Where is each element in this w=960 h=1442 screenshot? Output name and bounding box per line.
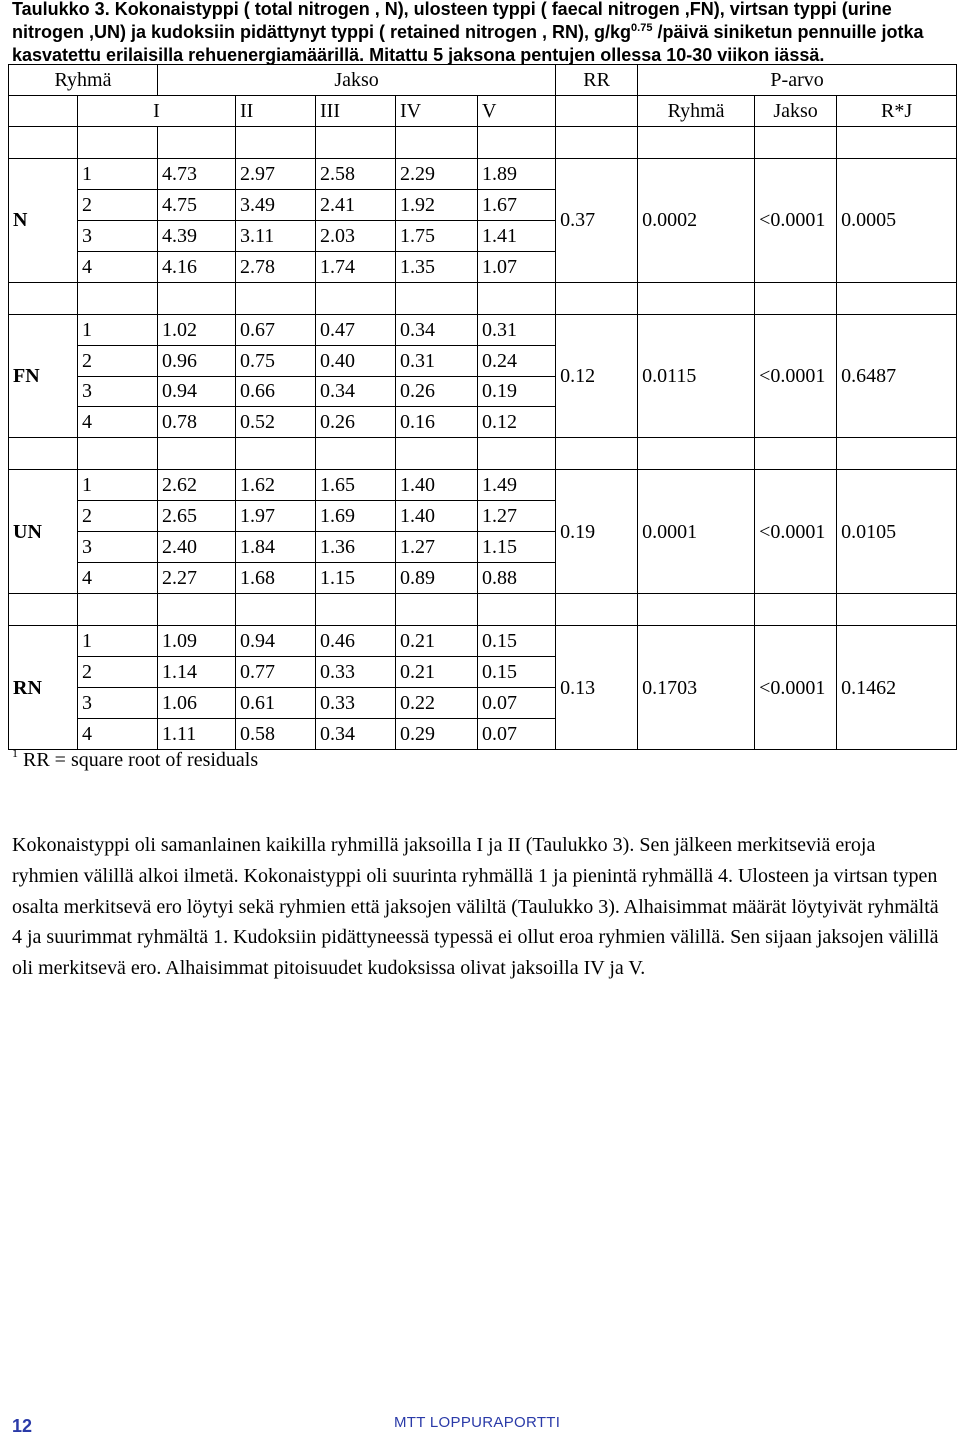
period-value: 1.11 bbox=[158, 718, 236, 749]
period-value: 0.88 bbox=[478, 563, 556, 594]
group-number: 2 bbox=[78, 345, 158, 376]
period-value: 0.07 bbox=[478, 718, 556, 749]
empty-cell bbox=[9, 594, 78, 626]
period-value: 0.24 bbox=[478, 345, 556, 376]
empty-cell bbox=[158, 282, 236, 314]
empty-cell bbox=[638, 594, 755, 626]
period-value: 1.69 bbox=[316, 501, 396, 532]
period-value: 1.49 bbox=[478, 470, 556, 501]
empty-cell bbox=[316, 438, 396, 470]
spacer-row bbox=[9, 438, 957, 470]
empty-cell bbox=[9, 282, 78, 314]
empty-cell bbox=[9, 126, 78, 158]
empty-cell bbox=[837, 282, 957, 314]
group-number: 3 bbox=[78, 376, 158, 407]
rr-value: 0.12 bbox=[556, 314, 638, 438]
empty-cell bbox=[236, 438, 316, 470]
table-caption bbox=[12, 0, 956, 67]
section-label: RN bbox=[9, 626, 78, 750]
section-label: FN bbox=[9, 314, 78, 438]
period-value: 4.16 bbox=[158, 251, 236, 282]
group-number: 3 bbox=[78, 688, 158, 719]
period-value: 2.41 bbox=[316, 189, 396, 220]
period-value: 0.47 bbox=[316, 314, 396, 345]
group-number: 4 bbox=[78, 407, 158, 438]
empty-cell bbox=[638, 282, 755, 314]
header-p-value: P-arvo bbox=[638, 65, 957, 96]
empty-cell bbox=[78, 438, 158, 470]
group-number: 4 bbox=[78, 718, 158, 749]
period-value: 0.33 bbox=[316, 688, 396, 719]
caption-text-continued: /päivä siniketun pennuille jotka kasvatettu erilaisilla rehuenergiamäärillä. Mitattu 5 jaksona pentujen ollessa 10-30 viikon iässä. bbox=[12, 22, 924, 65]
period-value: 0.31 bbox=[478, 314, 556, 345]
period-value: 1.15 bbox=[316, 563, 396, 594]
p-value-period: <0.0001 bbox=[755, 626, 837, 750]
empty-cell bbox=[316, 126, 396, 158]
empty-cell bbox=[755, 438, 837, 470]
period-value: 0.77 bbox=[236, 657, 316, 688]
empty-cell bbox=[638, 438, 755, 470]
period-value: 1.06 bbox=[158, 688, 236, 719]
spacer-row bbox=[9, 282, 957, 314]
period-value: 1.09 bbox=[158, 626, 236, 657]
period-value: 2.03 bbox=[316, 220, 396, 251]
empty-cell bbox=[837, 594, 957, 626]
empty-cell bbox=[478, 282, 556, 314]
section-label: N bbox=[9, 158, 78, 282]
period-value: 0.07 bbox=[478, 688, 556, 719]
period-value: 0.40 bbox=[316, 345, 396, 376]
period-value: 0.52 bbox=[236, 407, 316, 438]
period-value: 0.26 bbox=[396, 376, 478, 407]
period-value: 0.34 bbox=[396, 314, 478, 345]
header-row-2 bbox=[9, 95, 957, 126]
empty-cell bbox=[78, 594, 158, 626]
period-value: 0.61 bbox=[236, 688, 316, 719]
header-period-iv: IV bbox=[396, 95, 478, 126]
group-number: 1 bbox=[78, 314, 158, 345]
period-value: 0.26 bbox=[316, 407, 396, 438]
period-value: 0.89 bbox=[396, 563, 478, 594]
table-row bbox=[9, 158, 957, 189]
period-value: 0.15 bbox=[478, 626, 556, 657]
header-period-iii: III bbox=[316, 95, 396, 126]
rr-value: 0.19 bbox=[556, 470, 638, 594]
empty-cell bbox=[755, 282, 837, 314]
table-row bbox=[9, 470, 957, 501]
header-period-i: I bbox=[78, 95, 236, 126]
spacer-row bbox=[9, 594, 957, 626]
period-value: 2.65 bbox=[158, 501, 236, 532]
period-value: 3.11 bbox=[236, 220, 316, 251]
period-value: 0.94 bbox=[158, 376, 236, 407]
group-number: 2 bbox=[78, 189, 158, 220]
group-number: 4 bbox=[78, 251, 158, 282]
period-value: 1.68 bbox=[236, 563, 316, 594]
period-value: 0.66 bbox=[236, 376, 316, 407]
header-p-period: Jakso bbox=[755, 95, 837, 126]
empty-cell bbox=[396, 594, 478, 626]
period-value: 1.27 bbox=[396, 532, 478, 563]
p-value-interaction: 0.0005 bbox=[837, 158, 957, 282]
empty-cell bbox=[478, 126, 556, 158]
period-value: 2.62 bbox=[158, 470, 236, 501]
empty-cell bbox=[236, 282, 316, 314]
body-paragraph: Kokonaistyppi oli samanlainen kaikilla ryhmillä jaksoilla I ja II (Taulukko 3). Sen jälkeen merkitseviä eroja ryhmien välillä alkoi ilmetä. Kokonaistyppi oli suurinta ryhmällä 1 ja pienintä ryhmällä 4. Ulosteen ja virtsan typen osalta merkitsevä ero löytyi sekä ryhmien että jaksojen väliltä (Taulukko 3). Alhaisimmat määrät löytyivät ryhmältä 4 ja suurimmat ryhmältä 1. Kudoksiin pidättyneessä typessä ei ollut eroa ryhmien välillä. Sen sijaan jaksojen välillä oli merkitsevä ero. Alhaisimmat pitoisuudet kudoksissa olivat jaksoilla IV ja V. bbox=[12, 834, 939, 980]
empty-cell bbox=[396, 282, 478, 314]
period-value: 4.75 bbox=[158, 189, 236, 220]
section-label: UN bbox=[9, 470, 78, 594]
period-value: 0.75 bbox=[236, 345, 316, 376]
empty-cell bbox=[478, 438, 556, 470]
period-value: 1.89 bbox=[478, 158, 556, 189]
empty-cell bbox=[556, 282, 638, 314]
period-value: 3.49 bbox=[236, 189, 316, 220]
empty-cell bbox=[236, 126, 316, 158]
period-value: 0.15 bbox=[478, 657, 556, 688]
footer-title: MTT LOPPURAPORTTI bbox=[394, 1414, 561, 1431]
period-value: 1.14 bbox=[158, 657, 236, 688]
empty-cell bbox=[158, 438, 236, 470]
period-value: 1.40 bbox=[396, 501, 478, 532]
empty-cell bbox=[316, 594, 396, 626]
empty-cell bbox=[9, 438, 78, 470]
period-value: 1.15 bbox=[478, 532, 556, 563]
empty-cell bbox=[396, 126, 478, 158]
p-value-group: 0.0001 bbox=[638, 470, 755, 594]
spacer-row bbox=[9, 126, 957, 158]
p-value-interaction: 0.0105 bbox=[837, 470, 957, 594]
period-value: 2.58 bbox=[316, 158, 396, 189]
header-row-1 bbox=[9, 65, 957, 96]
period-value: 1.92 bbox=[396, 189, 478, 220]
period-value: 4.73 bbox=[158, 158, 236, 189]
table-row bbox=[9, 626, 957, 657]
period-value: 0.46 bbox=[316, 626, 396, 657]
header-period-ii: II bbox=[236, 95, 316, 126]
period-value: 1.65 bbox=[316, 470, 396, 501]
footnote-text: RR = square root of residuals bbox=[18, 749, 259, 771]
group-number: 4 bbox=[78, 563, 158, 594]
period-value: 2.27 bbox=[158, 563, 236, 594]
period-value: 1.62 bbox=[236, 470, 316, 501]
period-value: 1.41 bbox=[478, 220, 556, 251]
period-value: 2.97 bbox=[236, 158, 316, 189]
period-value: 0.58 bbox=[236, 718, 316, 749]
period-value: 0.19 bbox=[478, 376, 556, 407]
data-table bbox=[8, 64, 957, 750]
header-spacer bbox=[9, 95, 78, 126]
empty-cell bbox=[78, 282, 158, 314]
empty-cell bbox=[158, 126, 236, 158]
group-number: 1 bbox=[78, 470, 158, 501]
period-value: 1.35 bbox=[396, 251, 478, 282]
period-value: 1.74 bbox=[316, 251, 396, 282]
p-value-group: 0.1703 bbox=[638, 626, 755, 750]
empty-cell bbox=[638, 126, 755, 158]
period-value: 1.40 bbox=[396, 470, 478, 501]
footnote bbox=[12, 746, 259, 772]
empty-cell bbox=[755, 126, 837, 158]
group-number: 3 bbox=[78, 220, 158, 251]
period-value: 1.67 bbox=[478, 189, 556, 220]
page-number: 12 bbox=[12, 1416, 33, 1436]
empty-cell bbox=[478, 594, 556, 626]
caption-exponent: 0.75 bbox=[631, 22, 653, 34]
header-rr: RR bbox=[556, 65, 638, 96]
header-period-v: V bbox=[478, 95, 556, 126]
period-value: 1.97 bbox=[236, 501, 316, 532]
period-value: 1.36 bbox=[316, 532, 396, 563]
empty-cell bbox=[78, 126, 158, 158]
period-value: 2.40 bbox=[158, 532, 236, 563]
period-value: 0.78 bbox=[158, 407, 236, 438]
rr-value: 0.37 bbox=[556, 158, 638, 282]
p-value-interaction: 0.6487 bbox=[837, 314, 957, 438]
p-value-period: <0.0001 bbox=[755, 158, 837, 282]
period-value: 0.67 bbox=[236, 314, 316, 345]
empty-cell bbox=[556, 438, 638, 470]
header-period: Jakso bbox=[158, 65, 556, 96]
period-value: 0.21 bbox=[396, 657, 478, 688]
period-value: 1.07 bbox=[478, 251, 556, 282]
period-value: 1.84 bbox=[236, 532, 316, 563]
empty-cell bbox=[556, 594, 638, 626]
group-number: 3 bbox=[78, 532, 158, 563]
period-value: 0.31 bbox=[396, 345, 478, 376]
period-value: 1.02 bbox=[158, 314, 236, 345]
p-value-group: 0.0002 bbox=[638, 158, 755, 282]
period-value: 0.33 bbox=[316, 657, 396, 688]
footnote-marker: 1 bbox=[12, 746, 18, 760]
period-value: 1.75 bbox=[396, 220, 478, 251]
period-value: 0.22 bbox=[396, 688, 478, 719]
period-value: 0.94 bbox=[236, 626, 316, 657]
empty-cell bbox=[837, 126, 957, 158]
p-value-period: <0.0001 bbox=[755, 470, 837, 594]
empty-cell bbox=[316, 282, 396, 314]
period-value: 2.78 bbox=[236, 251, 316, 282]
period-value: 2.29 bbox=[396, 158, 478, 189]
empty-cell bbox=[837, 438, 957, 470]
table-row bbox=[9, 314, 957, 345]
p-value-group: 0.0115 bbox=[638, 314, 755, 438]
caption-text: Taulukko 3. Kokonaistyppi ( total nitrogen , N), ulosteen typpi ( faecal nitrogen ,FN), virtsan typpi (urine nitrogen ,UN) ja kudoksiin pidättynyt typpi ( retained nitrogen , RN), g/kg bbox=[12, 0, 892, 42]
period-value: 0.21 bbox=[396, 626, 478, 657]
period-value: 0.34 bbox=[316, 718, 396, 749]
period-value: 1.27 bbox=[478, 501, 556, 532]
period-value: 0.29 bbox=[396, 718, 478, 749]
group-number: 1 bbox=[78, 158, 158, 189]
period-value: 0.96 bbox=[158, 345, 236, 376]
period-value: 0.12 bbox=[478, 407, 556, 438]
period-value: 4.39 bbox=[158, 220, 236, 251]
period-value: 0.16 bbox=[396, 407, 478, 438]
header-p-group: Ryhmä bbox=[638, 95, 755, 126]
group-number: 2 bbox=[78, 657, 158, 688]
period-value: 0.34 bbox=[316, 376, 396, 407]
header-group: Ryhmä bbox=[9, 65, 158, 96]
empty-cell bbox=[755, 594, 837, 626]
p-value-interaction: 0.1462 bbox=[837, 626, 957, 750]
p-value-period: <0.0001 bbox=[755, 314, 837, 438]
empty-cell bbox=[396, 438, 478, 470]
group-number: 1 bbox=[78, 626, 158, 657]
group-number: 2 bbox=[78, 501, 158, 532]
empty-cell bbox=[236, 594, 316, 626]
rr-value: 0.13 bbox=[556, 626, 638, 750]
empty-cell bbox=[158, 594, 236, 626]
header-p-rj: R*J bbox=[837, 95, 957, 126]
header-spacer bbox=[556, 95, 638, 126]
empty-cell bbox=[556, 126, 638, 158]
